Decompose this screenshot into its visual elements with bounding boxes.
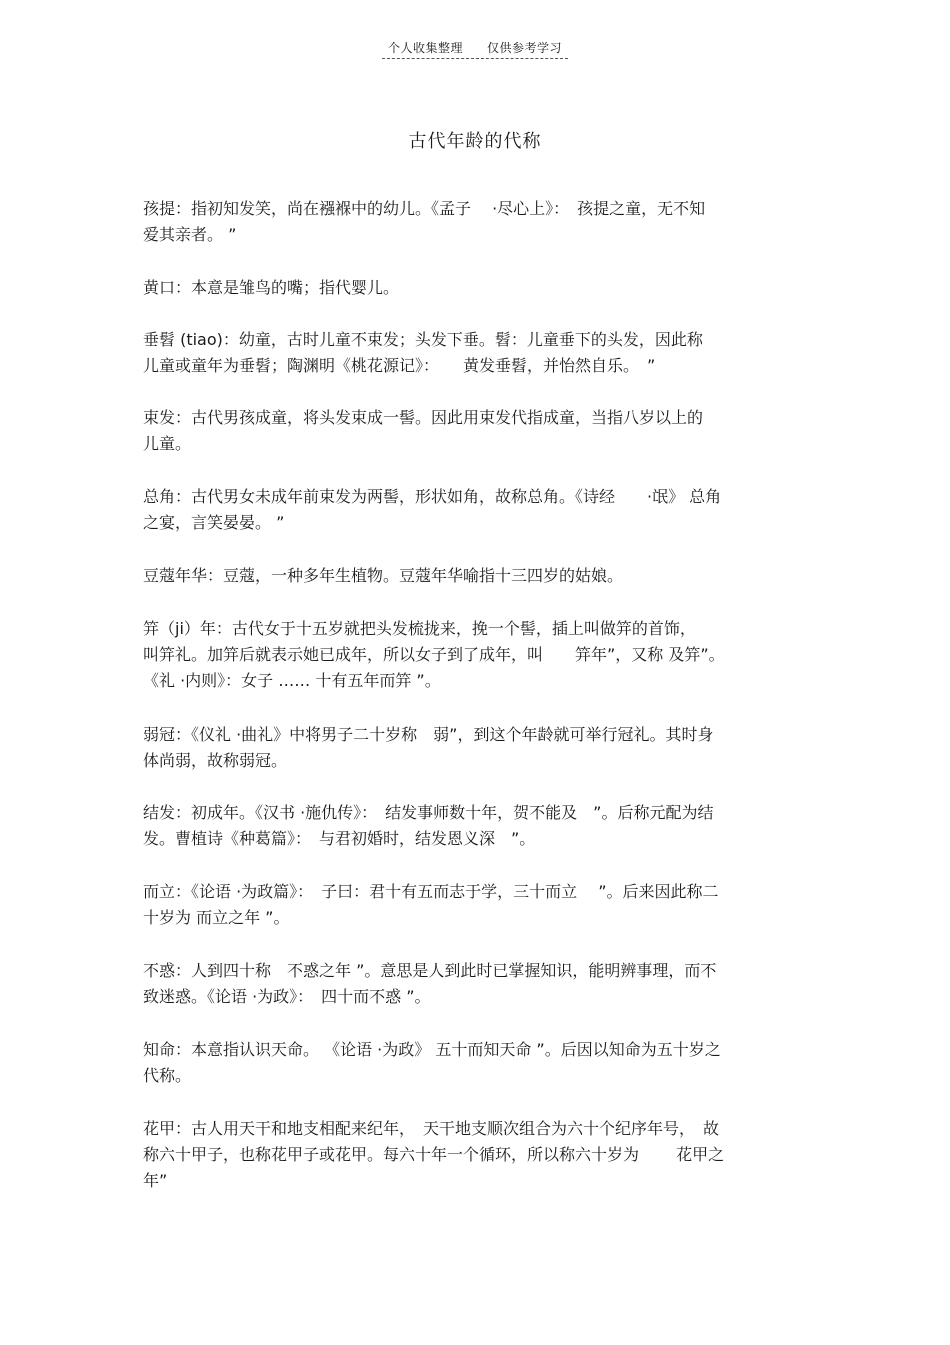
entry-line: 爱其亲者。 ” — [143, 225, 237, 244]
entry-line: 垂髫 (tiao)：幼童，古时儿童不束发；头发下垂。髫：儿童垂下的头发，因此称 — [143, 330, 703, 349]
entry-line: 之宴，言笑晏晏。 ” — [143, 513, 285, 532]
entry-line: 《礼 ·内则》：女子 …… 十有五年而笄 ”。 — [143, 671, 441, 690]
entry-paragraph — [143, 616, 808, 694]
entry-line: 儿童或童年为垂髫；陶渊明《桃花源记》： 黄发垂髫，并怡然自乐。 ” — [143, 356, 656, 375]
entry-line: 十岁为 而立之年 ”。 — [143, 908, 290, 927]
entry-line: 弱冠：《仪礼 ·曲礼》中将男子二十岁称 弱”，到这个年龄就可举行冠礼。其时身 — [143, 725, 714, 744]
entry-paragraph — [143, 275, 808, 301]
entry-paragraph — [143, 722, 808, 774]
entry-paragraph — [143, 563, 808, 589]
entry-line: 称六十甲子，也称花甲子或花甲。每六十年一个循环，所以称六十岁为 花甲之 — [143, 1145, 725, 1164]
entry-paragraph — [143, 1037, 808, 1089]
entry-line: 孩提：指初知发笑，尚在襁褓中的幼儿。《孟子 ·尽心上》： 孩提之童，无不知 — [143, 199, 706, 218]
entry-line: 年” — [143, 1171, 168, 1190]
entry-paragraph — [143, 879, 808, 931]
entry-line: 儿童。 — [143, 434, 192, 453]
entry-paragraph — [143, 1116, 808, 1194]
entry-line: 花甲：古人用天干和地支相配来纪年， 天干地支顺次组合为六十个纪序年号， 故 — [143, 1119, 720, 1138]
entry-paragraph — [143, 327, 808, 379]
entry-line: 叫笄礼。加笄后就表示她已成年，所以女子到了成年，叫 笄年”，又称 及笄”。 — [143, 645, 725, 664]
entry-line: 总角：古代男女未成年前束发为两髻，形状如角，故称总角。《诗经 ·氓》 总角 — [143, 487, 722, 506]
header-dashed-rule — [382, 58, 568, 59]
entry-line: 代称。 — [143, 1066, 192, 1085]
entry-paragraph — [143, 800, 808, 852]
entry-line: 黄口：本意是雏鸟的嘴；指代婴儿。 — [143, 278, 400, 297]
page-title: 古代年龄的代称 — [408, 131, 542, 152]
entry-line: 不惑：人到四十称 不惑之年 ”。意思是人到此时已掌握知识，能明辨事理，而不 — [143, 961, 717, 980]
entry-paragraph — [143, 484, 808, 536]
entry-line: 知命：本意指认识天命。 《论语 ·为政》 五十而知天命 ”。后因以知命为五十岁之 — [143, 1040, 721, 1059]
entry-paragraph — [143, 196, 808, 248]
entry-line: 致迷惑。《论语 ·为政》： 四十而不惑 ”。 — [143, 987, 431, 1006]
entry-line: 结发：初成年。《汉书 ·施仇传》： 结发事师数十年，贺不能及 ”。后称元配为结 — [143, 803, 714, 822]
page-header — [382, 40, 568, 59]
entry-line: 束发：古代男孩成童，将头发束成一髻。因此用束发代指成童，当指八岁以上的 — [143, 408, 704, 427]
entry-paragraph — [143, 405, 808, 457]
entry-line: 豆蔻年华：豆蔻，一种多年生植物。豆蔻年华喻指十三四岁的姑娘。 — [143, 566, 624, 585]
entry-line: 而立：《论语 ·为政篇》： 子曰：君十有五而志于学，三十而立 ”。后来因此称二 — [143, 882, 719, 901]
entry-line: 笄（ji）年：古代女于十五岁就把头发梳拢来，挽一个髻，插上叫做笄的首饰， — [143, 619, 696, 638]
entry-line: 体尚弱，故称弱冠。 — [143, 751, 288, 770]
entry-paragraph — [143, 958, 808, 1010]
entry-line: 发。曹植诗《种葛篇》： 与君初婚时，结发恩义深 ”。 — [143, 829, 536, 848]
header-left-text: 个人收集整理 — [387, 41, 463, 55]
header-right-text: 仅供参考学习 — [487, 41, 563, 55]
